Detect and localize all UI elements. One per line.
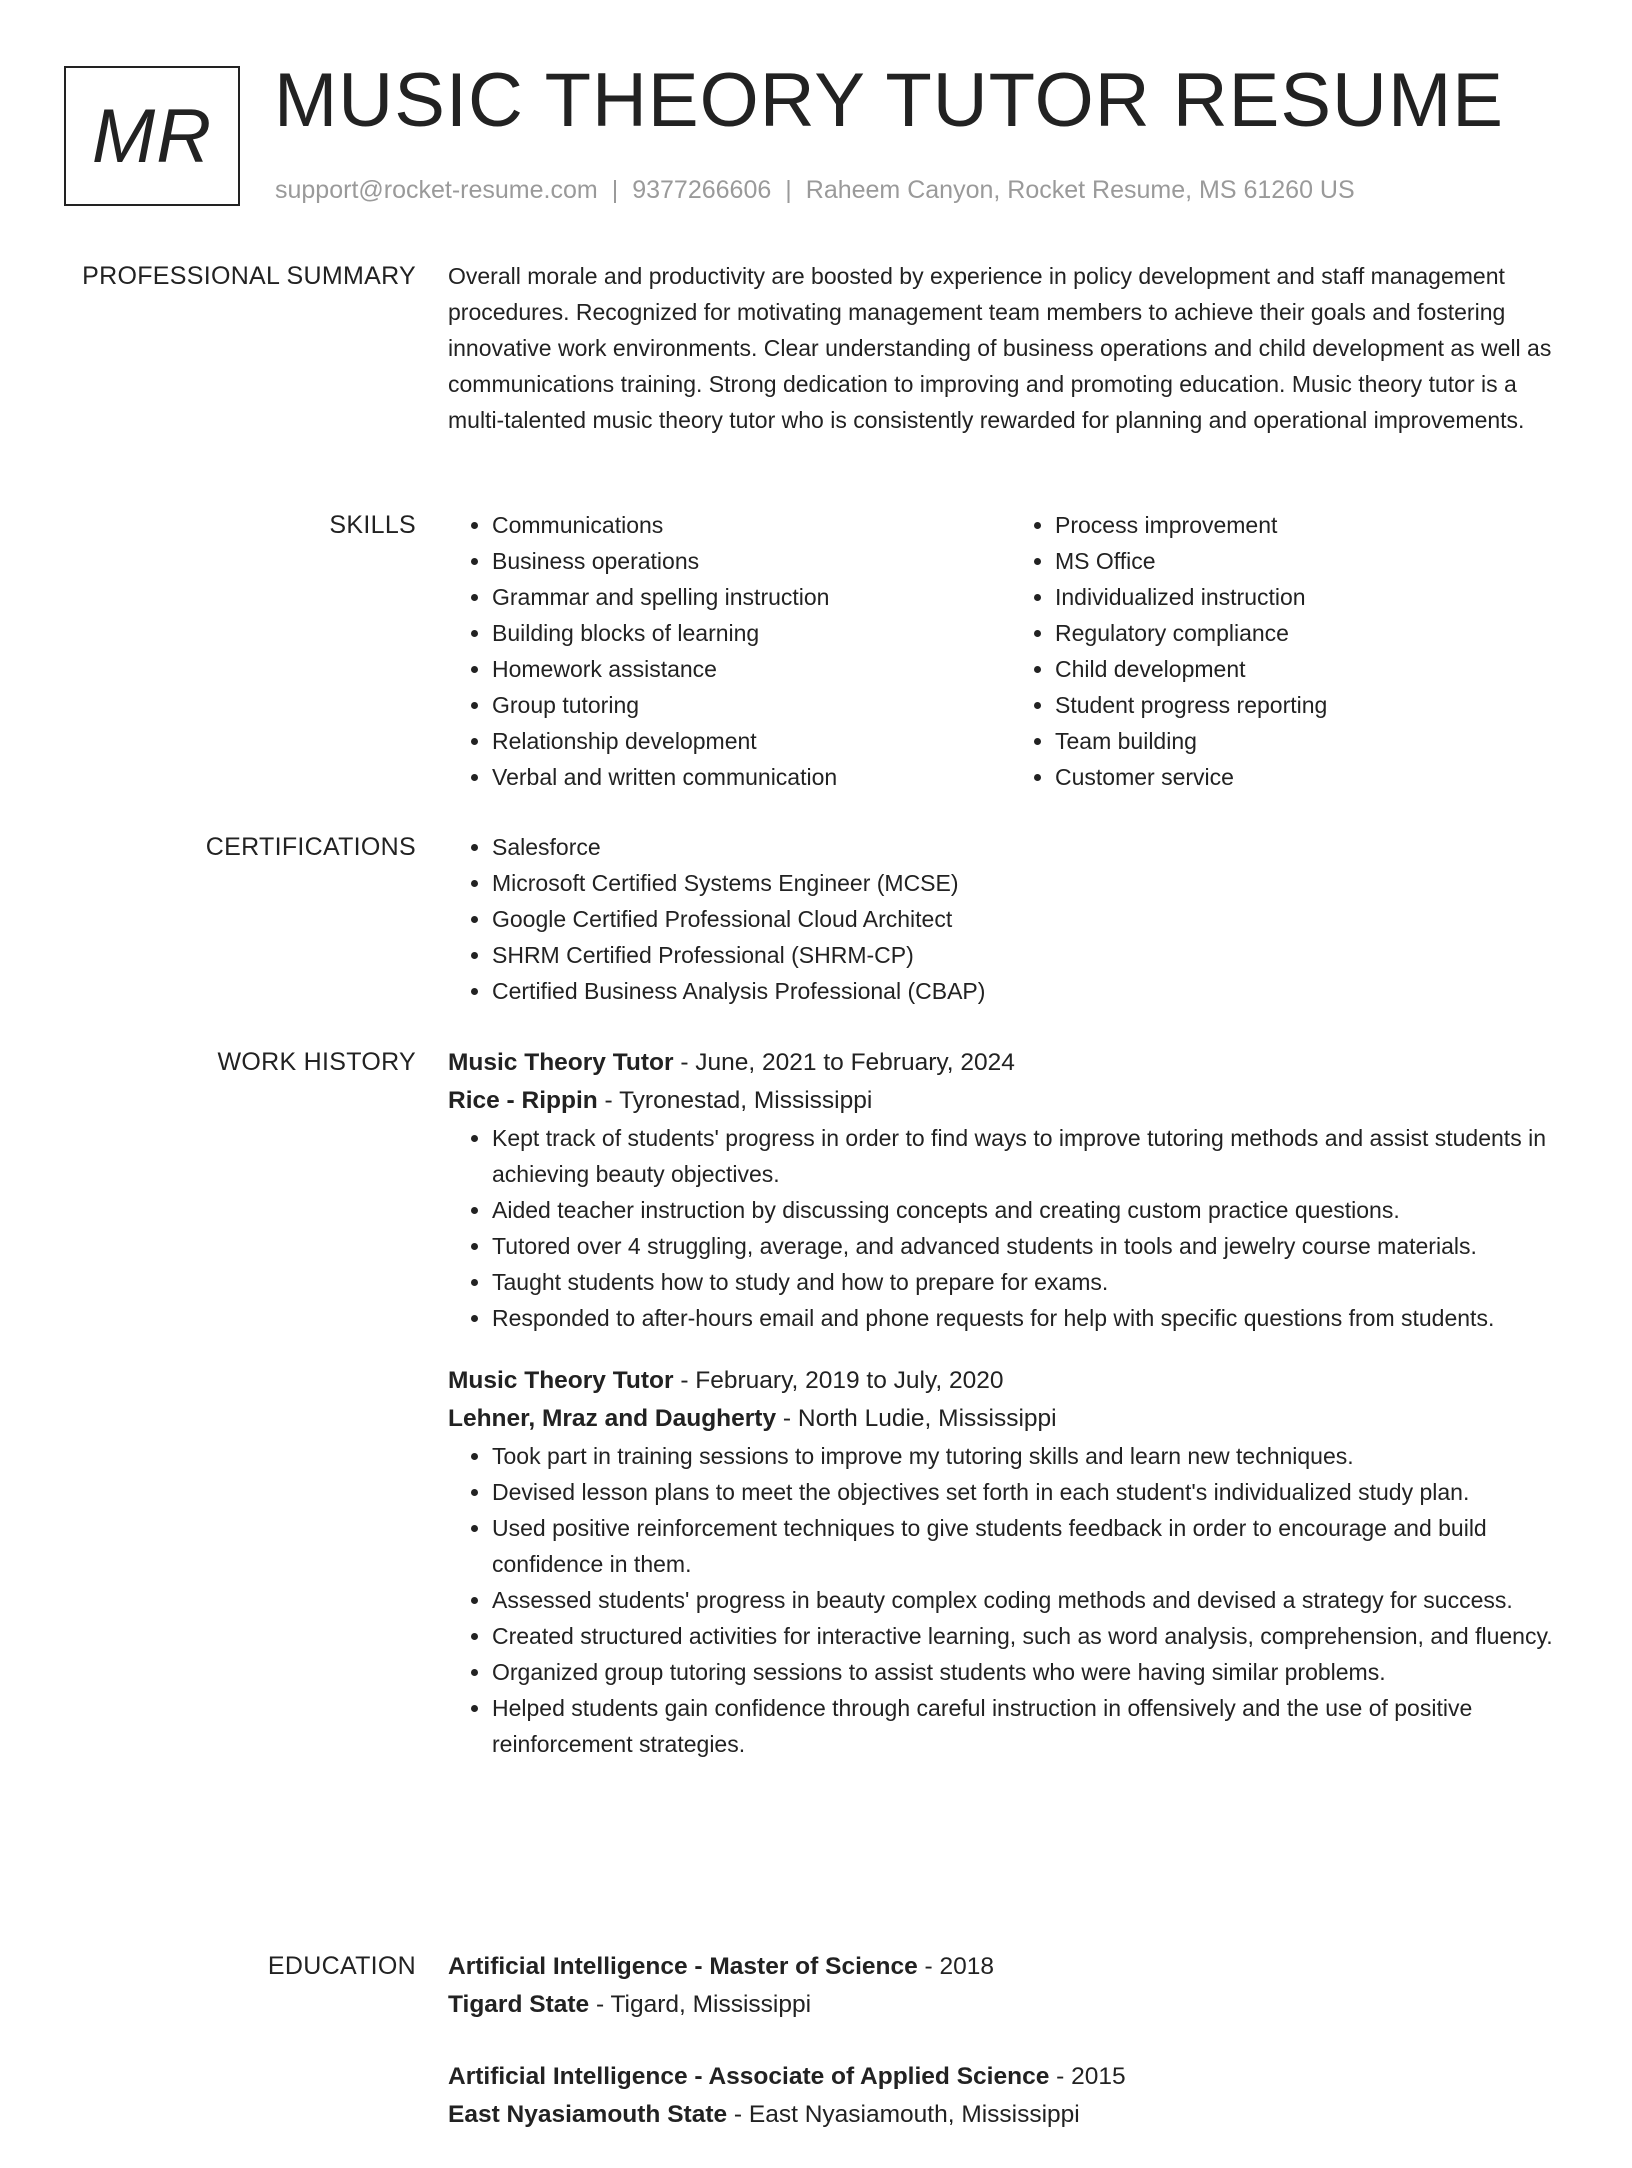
education-entry	[448, 2058, 1574, 2134]
summary-text: Overall morale and productivity are boosted by experience in policy development and staff management procedures. Recognized for motivating management team members to achieve their goals and fostering innovative work environments. Clear understanding of business operations and child development as well as communications training. Strong dedication to improving and promoting education. Music theory tutor is a multi-talented music theory tutor who is consistently rewarded for planning and operational improvements.	[448, 263, 1552, 433]
job-bullet: • Kept track of students' progress in order to find ways to improve tutoring methods and assist students in achieving beauty objectives.	[492, 1120, 1574, 1192]
certification-item: • Microsoft Certified Systems Engineer (MCSE)	[492, 865, 1574, 901]
skills-list-right	[1011, 507, 1574, 795]
skill-item: • Building blocks of learning	[492, 615, 1011, 651]
education-school-line	[448, 1986, 1574, 2024]
education-degree-line	[448, 1948, 1574, 1986]
job-bullet: • Taught students how to study and how to prepare for exams.	[492, 1264, 1574, 1300]
certification-item: • Google Certified Professional Cloud Architect	[492, 901, 1574, 937]
job-bullet: • Responded to after-hours email and phone requests for help with specific questions from students.	[492, 1300, 1574, 1336]
skill-item: • Child development	[1055, 651, 1574, 687]
job-location: - Tyronestad, Mississippi	[597, 1087, 873, 1114]
skill-item: • Relationship development	[492, 723, 1011, 759]
skill-item: • Process improvement	[1055, 507, 1574, 543]
section-body	[448, 507, 1574, 795]
contact-email: support@rocket-resume.com	[275, 176, 598, 204]
section-label: EDUCATION	[267, 1952, 416, 1980]
job-entry	[448, 1362, 1574, 1762]
contact-separator: |	[785, 176, 792, 204]
job-company-line	[448, 1082, 1574, 1120]
section-label: CERTIFICATIONS	[205, 833, 416, 861]
job-bullet: • Aided teacher instruction by discussing concepts and creating custom practice questions.	[492, 1192, 1574, 1228]
education-school-line	[448, 2096, 1574, 2134]
certification-item: • Certified Business Analysis Professional (CBAP)	[492, 973, 1574, 1009]
job-bullet: • Used positive reinforcement techniques to give students feedback in order to encourage and build confidence in them.	[492, 1510, 1574, 1582]
section-body	[448, 1044, 1574, 1788]
job-title-line	[448, 1362, 1574, 1400]
resume-title: MUSIC THEORY TUTOR RESUME	[274, 58, 1504, 143]
job-company-line	[448, 1400, 1574, 1438]
skill-item: • Group tutoring	[492, 687, 1011, 723]
contact-separator: |	[611, 176, 619, 204]
education-location: - Tigard, Mississippi	[589, 1991, 812, 2018]
section-label: WORK HISTORY	[217, 1048, 416, 1076]
job-bullet: • Organized group tutoring sessions to assist students who were having similar problems.	[492, 1654, 1574, 1690]
education-year: - 2015	[1049, 2063, 1126, 2090]
job-location: - North Ludie, Mississippi	[776, 1405, 1057, 1432]
job-dates: - February, 2019 to July, 2020	[673, 1367, 1004, 1394]
education-degree-line	[448, 2058, 1574, 2096]
education-location: - East Nyasiamouth, Mississippi	[727, 2101, 1080, 2128]
certification-item: • SHRM Certified Professional (SHRM-CP)	[492, 937, 1574, 973]
skill-item: • Individualized instruction	[1055, 579, 1574, 615]
education-school: Tigard State	[448, 1991, 590, 2018]
skill-item: • Regulatory compliance	[1055, 615, 1574, 651]
job-bullet: • Helped students gain confidence through careful instruction in offensively and the use of positive reinforcement strategies.	[492, 1690, 1574, 1762]
section-body	[448, 1948, 1574, 2168]
job-dates: - June, 2021 to February, 2024	[673, 1049, 1015, 1076]
contact-line	[275, 174, 1355, 206]
education-year: - 2018	[917, 1953, 995, 1980]
initials-monogram: MR	[64, 66, 240, 206]
job-title: Music Theory Tutor	[448, 1049, 674, 1076]
skill-item: • MS Office	[1055, 543, 1574, 579]
education-degree: Artificial Intelligence - Master of Science	[448, 1953, 918, 1980]
skill-item: • Communications	[492, 507, 1011, 543]
job-bullet: • Devised lesson plans to meet the objectives set forth in each student's individualized study plan.	[492, 1474, 1574, 1510]
job-company: Rice - Rippin	[448, 1087, 598, 1114]
section-label: SKILLS	[329, 511, 416, 539]
skill-item: • Team building	[1055, 723, 1574, 759]
skill-item: • Student progress reporting	[1055, 687, 1574, 723]
section-label: PROFESSIONAL SUMMARY	[82, 262, 416, 290]
job-title-line	[448, 1044, 1574, 1082]
section-body	[448, 829, 1574, 1009]
job-bullets	[448, 1120, 1574, 1336]
skills-list-left	[448, 507, 1011, 795]
certification-item: • Salesforce	[492, 829, 1574, 865]
job-bullet: • Tutored over 4 struggling, average, and advanced students in tools and jewelry course materials.	[492, 1228, 1574, 1264]
job-bullet: • Took part in training sessions to improve my tutoring skills and learn new techniques.	[492, 1438, 1574, 1474]
skills-grid	[448, 507, 1574, 795]
job-bullets	[448, 1438, 1574, 1762]
job-entry	[448, 1044, 1574, 1336]
education-entry	[448, 1948, 1574, 2024]
job-title: Music Theory Tutor	[448, 1367, 674, 1394]
skill-item: • Verbal and written communication	[492, 759, 1011, 795]
certifications-list	[448, 829, 1574, 1009]
skill-item: • Customer service	[1055, 759, 1574, 795]
job-bullet: • Assessed students' progress in beauty complex coding methods and devised a strategy for success.	[492, 1582, 1574, 1618]
skill-item: • Grammar and spelling instruction	[492, 579, 1011, 615]
contact-address: Raheem Canyon, Rocket Resume, MS 61260 US	[805, 176, 1355, 204]
job-bullet: • Created structured activities for interactive learning, such as word analysis, comprehension, and fluency.	[492, 1618, 1574, 1654]
section-body	[448, 258, 1574, 438]
education-degree: Artificial Intelligence - Associate of Applied Science	[448, 2063, 1050, 2090]
skill-item: • Homework assistance	[492, 651, 1011, 687]
skill-item: • Business operations	[492, 543, 1011, 579]
job-company: Lehner, Mraz and Daugherty	[448, 1405, 777, 1432]
contact-phone: 9377266606	[632, 176, 772, 204]
education-school: East Nyasiamouth State	[448, 2101, 728, 2128]
